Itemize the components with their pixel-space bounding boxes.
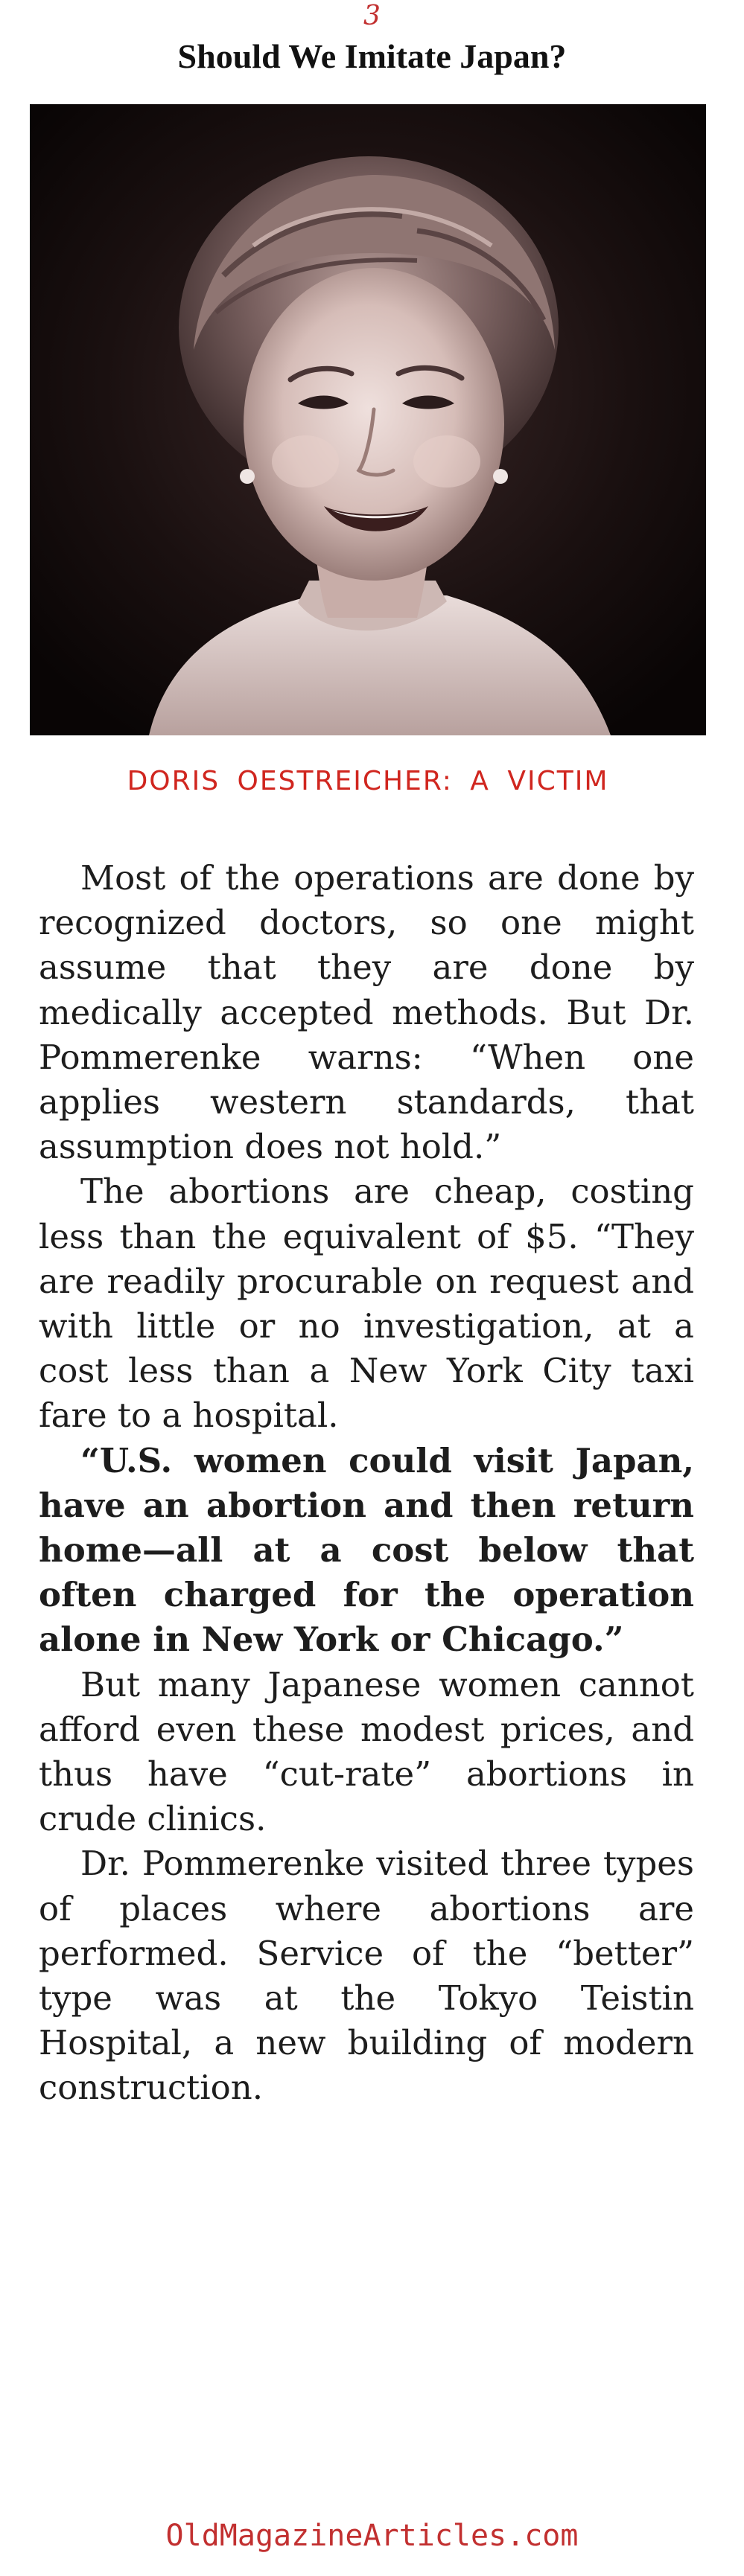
paragraph-operations: Most of the operations are done by recognized doctors, so one might assume that they are done by medically accepted methods. But Dr. Pommerenke warns: “When one applies western standards, that assumption does not hold.” (39, 858, 694, 1167)
paragraph-three-types: Dr. Pommerenke visited three types of places where abortions are performed. Service of the “better” type was at the Tokyo Teistin Hospital, a new building of modern construction. (39, 1844, 694, 2108)
paragraph-us-women-quote: “U.S. women could visit Japan, have an abortion and then return home—all at a cost below that often charged for the operation alone in New York or Chicago.” (39, 1440, 694, 1660)
paragraph-abortions-cheap: The abortions are cheap, costing less than the equivalent of $5. “They are readily procurable on request and with little or no investigation, at a cost less than a New York City taxi fare to a hospital. (39, 1172, 694, 1436)
portrait-illustration (30, 104, 706, 735)
photo-caption: DORIS OESTREICHER: A VICTIM (127, 766, 609, 796)
portrait-photo (30, 104, 706, 735)
page-number: 3 (363, 1, 381, 31)
paragraph-cut-rate: But many Japanese women cannot afford even these modest prices, and thus have “cut-rate” abortions in crude clinics. (39, 1664, 694, 1839)
source-footer: OldMagazineArticles.com (165, 2519, 579, 2553)
article-headline: Should We Imitate Japan? (177, 37, 567, 75)
article-body (39, 856, 694, 2111)
